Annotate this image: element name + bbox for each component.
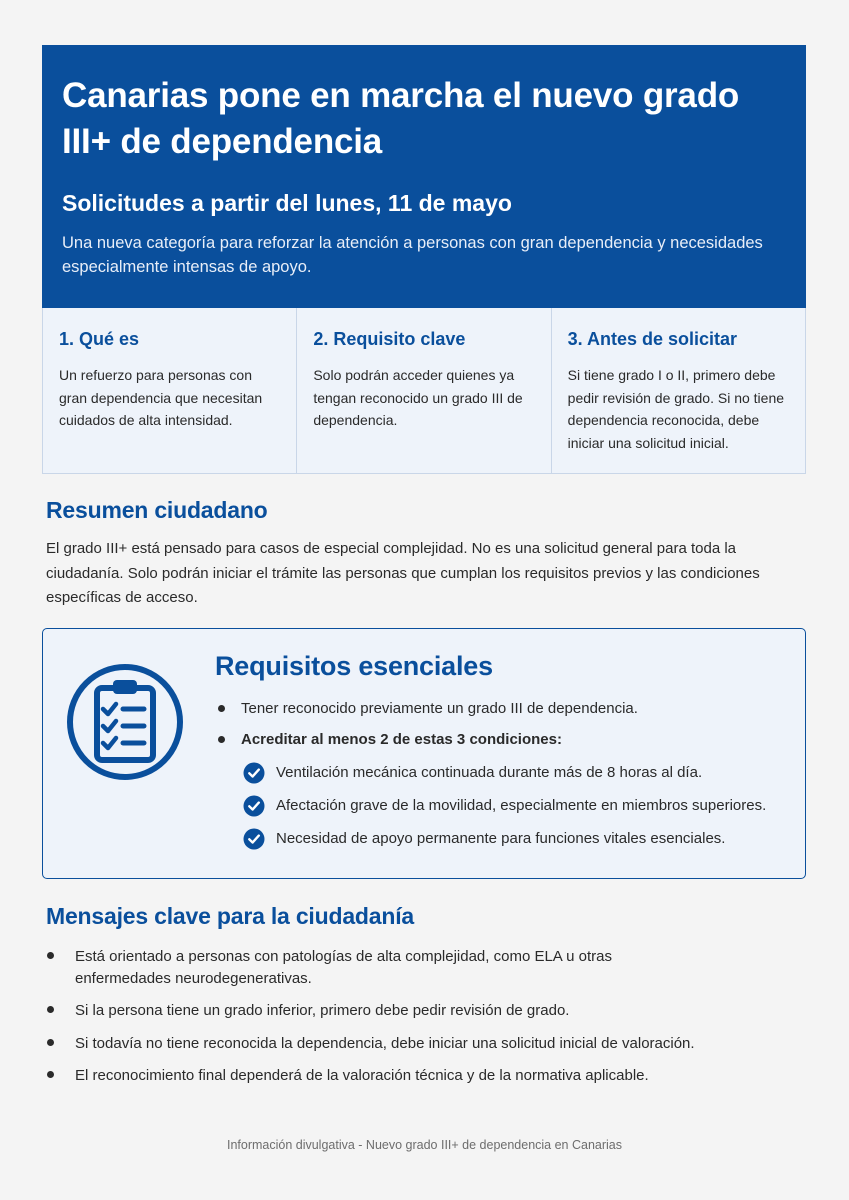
conditions-list xyxy=(243,762,783,861)
list-item xyxy=(215,730,795,750)
card-text: Solo podrán acceder quienes ya tengan reconocido un grado III de dependencia. xyxy=(313,367,523,428)
clipboard-checklist-icon xyxy=(65,662,185,782)
list-item xyxy=(46,946,746,989)
list-item xyxy=(46,1065,746,1087)
summary-heading: Resumen ciudadano xyxy=(46,497,268,523)
summary-text: El grado III+ está pensado para casos de especial complejidad. No es una solicitud general para toda la ciudadanía. Solo podrán iniciar el trámite las personas que cumplan los requisitos previos y las condiciones específicas de acceso. xyxy=(46,540,760,606)
condition-text: Ventilación mecánica continuada durante más de 8 horas al día. xyxy=(276,764,703,781)
check-circle-icon xyxy=(243,762,265,784)
requirements-list xyxy=(215,699,795,761)
card-title: 1. Qué es xyxy=(59,329,140,349)
list-item-text: El reconocimiento final dependerá de la valoración técnica y de la normativa aplicable. xyxy=(75,1067,649,1084)
condition-text: Necesidad de apoyo permanente para funciones vitales esenciales. xyxy=(276,830,726,847)
page-footer: Información divulgativa - Nuevo grado III+ de dependencia en Canarias xyxy=(226,1138,623,1152)
card-requisito-clave xyxy=(297,308,551,473)
list-item-text: Si todavía no tiene reconocida la dependencia, debe iniciar una solicitud inicial de valoración. xyxy=(75,1034,695,1052)
requirements-heading: Requisitos esenciales xyxy=(215,651,493,681)
hero-intro: Una nueva categoría para reforzar la atención a personas con gran dependencia y necesidades especialmente intensas de apoyo. xyxy=(62,234,763,276)
list-item xyxy=(46,1000,746,1022)
card-antes-de-solicitar xyxy=(552,308,805,473)
list-item-text: Está orientado a personas con patologías de alta complejidad, como ELA u otras enfermedades neurodegenerativas. xyxy=(75,948,613,987)
condition-item xyxy=(243,795,783,828)
list-item-text: Acreditar al menos 2 de estas 3 condiciones: xyxy=(241,731,562,748)
list-item xyxy=(46,1033,746,1055)
requirements-box xyxy=(42,628,806,879)
bullet-icon xyxy=(47,952,54,959)
card-title: 3. Antes de solicitar xyxy=(567,329,738,349)
card-title: 2. Requisito clave xyxy=(313,329,466,349)
check-circle-icon xyxy=(243,828,265,850)
info-cards xyxy=(42,308,806,474)
condition-item xyxy=(243,828,783,861)
key-messages-heading: Mensajes clave para la ciudadanía xyxy=(46,903,414,929)
key-messages-list xyxy=(46,946,746,1098)
bullet-icon xyxy=(47,1039,54,1046)
hero-banner xyxy=(42,45,806,308)
condition-text: Afectación grave de la movilidad, especialmente en miembros superiores. xyxy=(276,797,767,814)
bullet-icon xyxy=(218,736,225,743)
condition-item xyxy=(243,762,783,795)
card-text: Un refuerzo para personas con gran dependencia que necesitan cuidados de alta intensidad. xyxy=(59,367,263,428)
list-item-text: Si la persona tiene un grado inferior, primero debe pedir revisión de grado. xyxy=(75,1002,570,1019)
check-circle-icon xyxy=(243,795,265,817)
bullet-icon xyxy=(47,1071,54,1078)
list-item xyxy=(215,699,795,719)
bullet-icon xyxy=(218,705,225,712)
bullet-icon xyxy=(47,1006,54,1013)
card-que-es xyxy=(43,308,297,473)
card-text: Si tiene grado I o II, primero debe pedir revisión de grado. Si no tiene dependencia reconocida, debe iniciar una solicitud inicial. xyxy=(567,367,785,451)
hero-subtitle: Solicitudes a partir del lunes, 11 de mayo xyxy=(62,190,512,216)
list-item-text: Tener reconocido previamente un grado III de dependencia. xyxy=(241,700,638,717)
page-title: Canarias pone en marcha el nuevo grado III+ de dependencia xyxy=(62,76,740,161)
